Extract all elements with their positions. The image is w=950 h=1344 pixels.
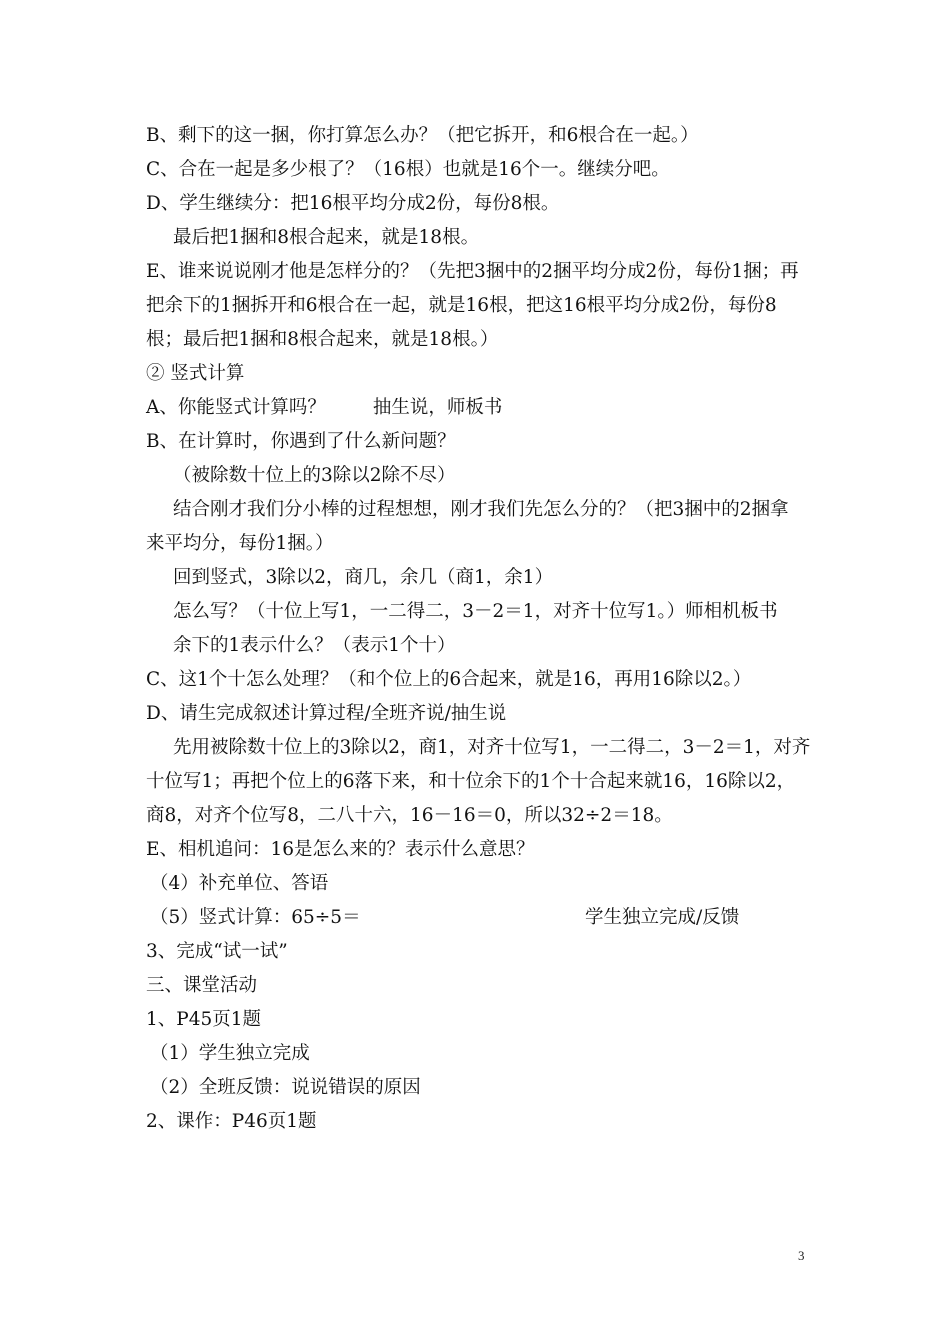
text-line: 商8，对齐个位写8，二八十六，16－16＝0，所以32÷2＝18。 — [146, 805, 673, 826]
text-line: 十位写1；再把个位上的6落下来，和十位余下的1个十合起来就16，16除以2， — [146, 771, 796, 792]
text-line: （4）补充单位、答语 — [150, 873, 329, 894]
text-line: （5）竖式计算：65÷5＝ — [150, 907, 361, 928]
text-line: 回到竖式，3除以2，商几，余几（商1，余1） — [173, 567, 554, 588]
text-line: 3、完成“试一试” — [146, 941, 288, 962]
section-heading: ② 竖式计算 — [146, 363, 245, 384]
text-line: 余下的1表示什么？（表示1个十） — [173, 635, 456, 656]
text-line: 最后把1捆和8根合起来，就是18根。 — [173, 227, 480, 248]
text-line: 根；最后把1捆和8根合起来，就是18根。） — [146, 329, 499, 350]
text-line: （1）学生独立完成 — [150, 1043, 310, 1064]
text-line: A、你能竖式计算吗？ 抽生说，师板书 — [146, 397, 503, 418]
text-line: （被除数十位上的3除以2除不尽） — [173, 465, 456, 486]
text-line: E、相机追问：16是怎么来的？表示什么意思？ — [146, 839, 535, 860]
text-line: D、学生继续分：把16根平均分成2份，每份8根。 — [146, 193, 560, 214]
page-number: 3 — [798, 1248, 805, 1263]
text-line: 结合刚才我们分小棒的过程想想，刚才我们先怎么分的？（把3捆中的2捆拿 — [173, 499, 789, 520]
text-line-right: 学生独立完成/反馈 — [585, 907, 740, 928]
text-line: 把余下的1捆拆开和6根合在一起，就是16根，把这16根平均分成2份，每份8 — [146, 295, 777, 316]
text-line: B、剩下的这一捆，你打算怎么办？（把它拆开，和6根合在一起。） — [146, 125, 699, 146]
text-line: （2）全班反馈：说说错误的原因 — [150, 1077, 421, 1098]
text-line: 怎么写？（十位上写1，一二得二，3－2＝1，对齐十位写1。）师相机板书 — [173, 601, 778, 622]
text-line: B、在计算时，你遇到了什么新问题？ — [146, 431, 456, 452]
text-line: D、请生完成叙述计算过程/全班齐说/抽生说 — [146, 703, 507, 724]
text-line: E、谁来说说刚才他是怎样分的？（先把3捆中的2捆平均分成2份，每份1捆；再 — [146, 261, 799, 282]
text-line: 来平均分，每份1捆。） — [146, 533, 334, 554]
text-line: C、这1个十怎么处理？（和个位上的6合起来，就是16，再用16除以2。） — [146, 669, 752, 690]
text-line: 先用被除数十位上的3除以2，商1，对齐十位写1，一二得二，3－2＝1，对齐 — [173, 737, 811, 758]
text-line: C、合在一起是多少根了？（16根）也就是16个一。继续分吧。 — [146, 159, 670, 180]
text-line: 2、课作：P46页1题 — [146, 1111, 317, 1132]
section-heading: 三、课堂活动 — [146, 975, 258, 996]
text-line: 1、P45页1题 — [146, 1009, 262, 1030]
